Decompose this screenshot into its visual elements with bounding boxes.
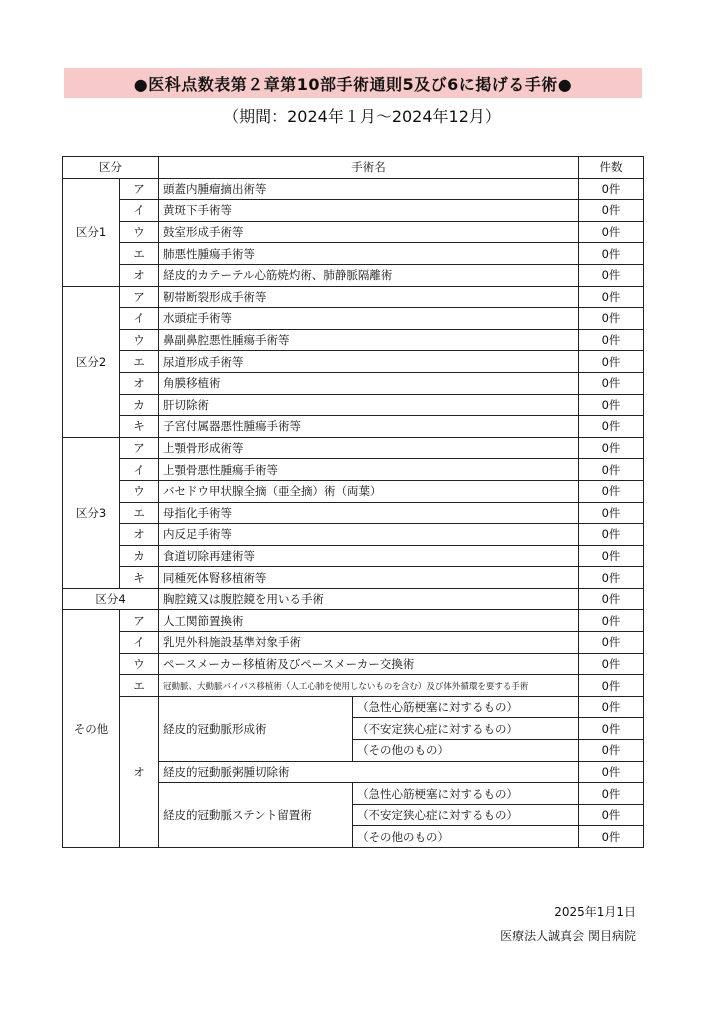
surgery-name: 食道切除再建術等 [159, 545, 579, 567]
table-row [63, 329, 644, 351]
sub-condition: （急性心筋梗塞に対するもの） [353, 696, 579, 718]
table-row [63, 178, 644, 200]
title-text: ●医科点数表第２章第10部手術通則5及び6に掲げる手術● [133, 74, 573, 94]
surgery-name: 尿道形成手術等 [159, 351, 579, 373]
surgery-count: 0件 [579, 437, 644, 459]
surgery-count: 0件 [579, 545, 644, 567]
surgery-count: 0件 [579, 286, 644, 308]
surgery-count: 0件 [579, 804, 644, 826]
surgery-count: 0件 [579, 610, 644, 632]
category-label: 区分2 [63, 286, 120, 437]
table-row [63, 372, 644, 394]
item-code: キ [120, 567, 159, 589]
surgery-name: 肝切除術 [159, 394, 579, 416]
surgery-count: 0件 [579, 761, 644, 783]
item-code: ウ [120, 480, 159, 502]
surgery-name: 経皮的カテーテル心筋焼灼術、肺静脈隔離術 [159, 264, 579, 286]
surgery-count: 0件 [579, 653, 644, 675]
item-code: オ [120, 524, 159, 546]
surgery-name: 冠動脈、大動脈バイパス移植術（人工心肺を使用しないものを含む）及び体外循環を要する手術 [159, 675, 579, 697]
surgery-name: 頭蓋内腫瘤摘出術等 [159, 178, 579, 200]
surgery-name: 乳児外科施設基準対象手術 [159, 632, 579, 654]
sub-condition: （不安定狭心症に対するもの） [353, 804, 579, 826]
header-category: 区分 [63, 157, 159, 179]
item-code: オ [120, 696, 159, 847]
table-row [63, 200, 644, 222]
table-row [63, 588, 644, 610]
surgery-name: 上顎骨形成術等 [159, 437, 579, 459]
surgery-count: 0件 [579, 718, 644, 740]
surgery-name: 同種死体腎移植術等 [159, 567, 579, 589]
surgery-count: 0件 [579, 243, 644, 265]
category-label: 区分1 [63, 178, 120, 286]
table-row [63, 221, 644, 243]
header-name: 手術名 [159, 157, 579, 179]
table-row [63, 610, 644, 632]
surgery-name: 内反足手術等 [159, 524, 579, 546]
footer-organization: 医療法人誠真会 関目病院 [500, 929, 636, 943]
item-code: オ [120, 264, 159, 286]
table-header-row [63, 157, 644, 179]
table-row [63, 459, 644, 481]
document-title [64, 68, 642, 98]
surgery-count: 0件 [579, 567, 644, 589]
surgery-count: 0件 [579, 696, 644, 718]
item-code: ウ [120, 653, 159, 675]
surgery-count: 0件 [579, 221, 644, 243]
surgery-count: 0件 [579, 588, 644, 610]
sub-condition: （その他のもの） [353, 740, 579, 762]
footer-date: 2025年1月1日 [554, 905, 636, 919]
table-row [63, 437, 644, 459]
item-code: ウ [120, 221, 159, 243]
surgery-count: 0件 [579, 308, 644, 330]
table-row [63, 264, 644, 286]
surgery-count: 0件 [579, 675, 644, 697]
surgery-count: 0件 [579, 264, 644, 286]
surgery-name: 角膜移植術 [159, 372, 579, 394]
category-label: その他 [63, 610, 120, 848]
table-row [63, 567, 644, 589]
table-row [63, 308, 644, 330]
surgery-name: ペースメーカー移植術及びペースメーカー交換術 [159, 653, 579, 675]
surgery-name: 経皮的冠動脈形成術 [159, 696, 353, 761]
surgery-name: 子宮付属器悪性腫瘍手術等 [159, 416, 579, 438]
surgery-count: 0件 [579, 740, 644, 762]
table-row [63, 653, 644, 675]
surgery-name: 胸腔鏡又は腹腔鏡を用いる手術 [159, 588, 579, 610]
surgery-name: 鼻副鼻腔悪性腫瘍手術等 [159, 329, 579, 351]
sub-condition: （その他のもの） [353, 826, 579, 848]
item-code: ア [120, 437, 159, 459]
table-row [63, 286, 644, 308]
sub-condition: （不安定狭心症に対するもの） [353, 718, 579, 740]
category-label: 区分3 [63, 437, 120, 588]
item-code: ア [120, 178, 159, 200]
table-row [63, 394, 644, 416]
surgery-count: 0件 [579, 394, 644, 416]
table-row [63, 545, 644, 567]
item-code: イ [120, 459, 159, 481]
table-row [63, 696, 644, 718]
item-code: ア [120, 286, 159, 308]
surgery-count: 0件 [579, 372, 644, 394]
surgery-name: 鼓室形成手術等 [159, 221, 579, 243]
surgery-name: 肺悪性腫瘍手術等 [159, 243, 579, 265]
surgery-count: 0件 [579, 416, 644, 438]
surgery-table [62, 156, 644, 848]
surgery-name: 靭帯断裂形成手術等 [159, 286, 579, 308]
item-code: ア [120, 610, 159, 632]
surgery-name: 経皮的冠動脈粥腫切除術 [159, 761, 579, 783]
sub-condition: （急性心筋梗塞に対するもの） [353, 783, 579, 805]
category-label: 区分4 [63, 588, 159, 610]
surgery-count: 0件 [579, 329, 644, 351]
surgery-count: 0件 [579, 459, 644, 481]
surgery-count: 0件 [579, 200, 644, 222]
item-code: イ [120, 200, 159, 222]
surgery-count: 0件 [579, 480, 644, 502]
table-row [63, 416, 644, 438]
header-count: 件数 [579, 157, 644, 179]
surgery-name: 上顎骨悪性腫瘍手術等 [159, 459, 579, 481]
table-row [63, 351, 644, 373]
table-row [63, 480, 644, 502]
item-code: エ [120, 675, 159, 697]
table-row [63, 632, 644, 654]
surgery-count: 0件 [579, 351, 644, 373]
item-code: エ [120, 502, 159, 524]
surgery-name: 黄斑下手術等 [159, 200, 579, 222]
surgery-count: 0件 [579, 826, 644, 848]
item-code: オ [120, 372, 159, 394]
surgery-name: 経皮的冠動脈ステント留置術 [159, 783, 353, 848]
surgery-name: バセドウ甲状腺全摘（亜全摘）術（両葉） [159, 480, 579, 502]
surgery-count: 0件 [579, 783, 644, 805]
surgery-name: 人工関節置換術 [159, 610, 579, 632]
item-code: ウ [120, 329, 159, 351]
table-row [63, 502, 644, 524]
surgery-count: 0件 [579, 178, 644, 200]
table-body [63, 178, 644, 847]
table-row [63, 243, 644, 265]
item-code: イ [120, 632, 159, 654]
item-code: エ [120, 243, 159, 265]
surgery-count: 0件 [579, 502, 644, 524]
table-row [63, 675, 644, 697]
item-code: カ [120, 545, 159, 567]
item-code: エ [120, 351, 159, 373]
item-code: イ [120, 308, 159, 330]
surgery-count: 0件 [579, 524, 644, 546]
surgery-count: 0件 [579, 632, 644, 654]
surgery-name: 水頭症手術等 [159, 308, 579, 330]
period-text: （期間：2024年１月～2024年12月） [223, 107, 501, 126]
table-row [63, 524, 644, 546]
item-code: カ [120, 394, 159, 416]
surgery-name: 母指化手術等 [159, 502, 579, 524]
item-code: キ [120, 416, 159, 438]
